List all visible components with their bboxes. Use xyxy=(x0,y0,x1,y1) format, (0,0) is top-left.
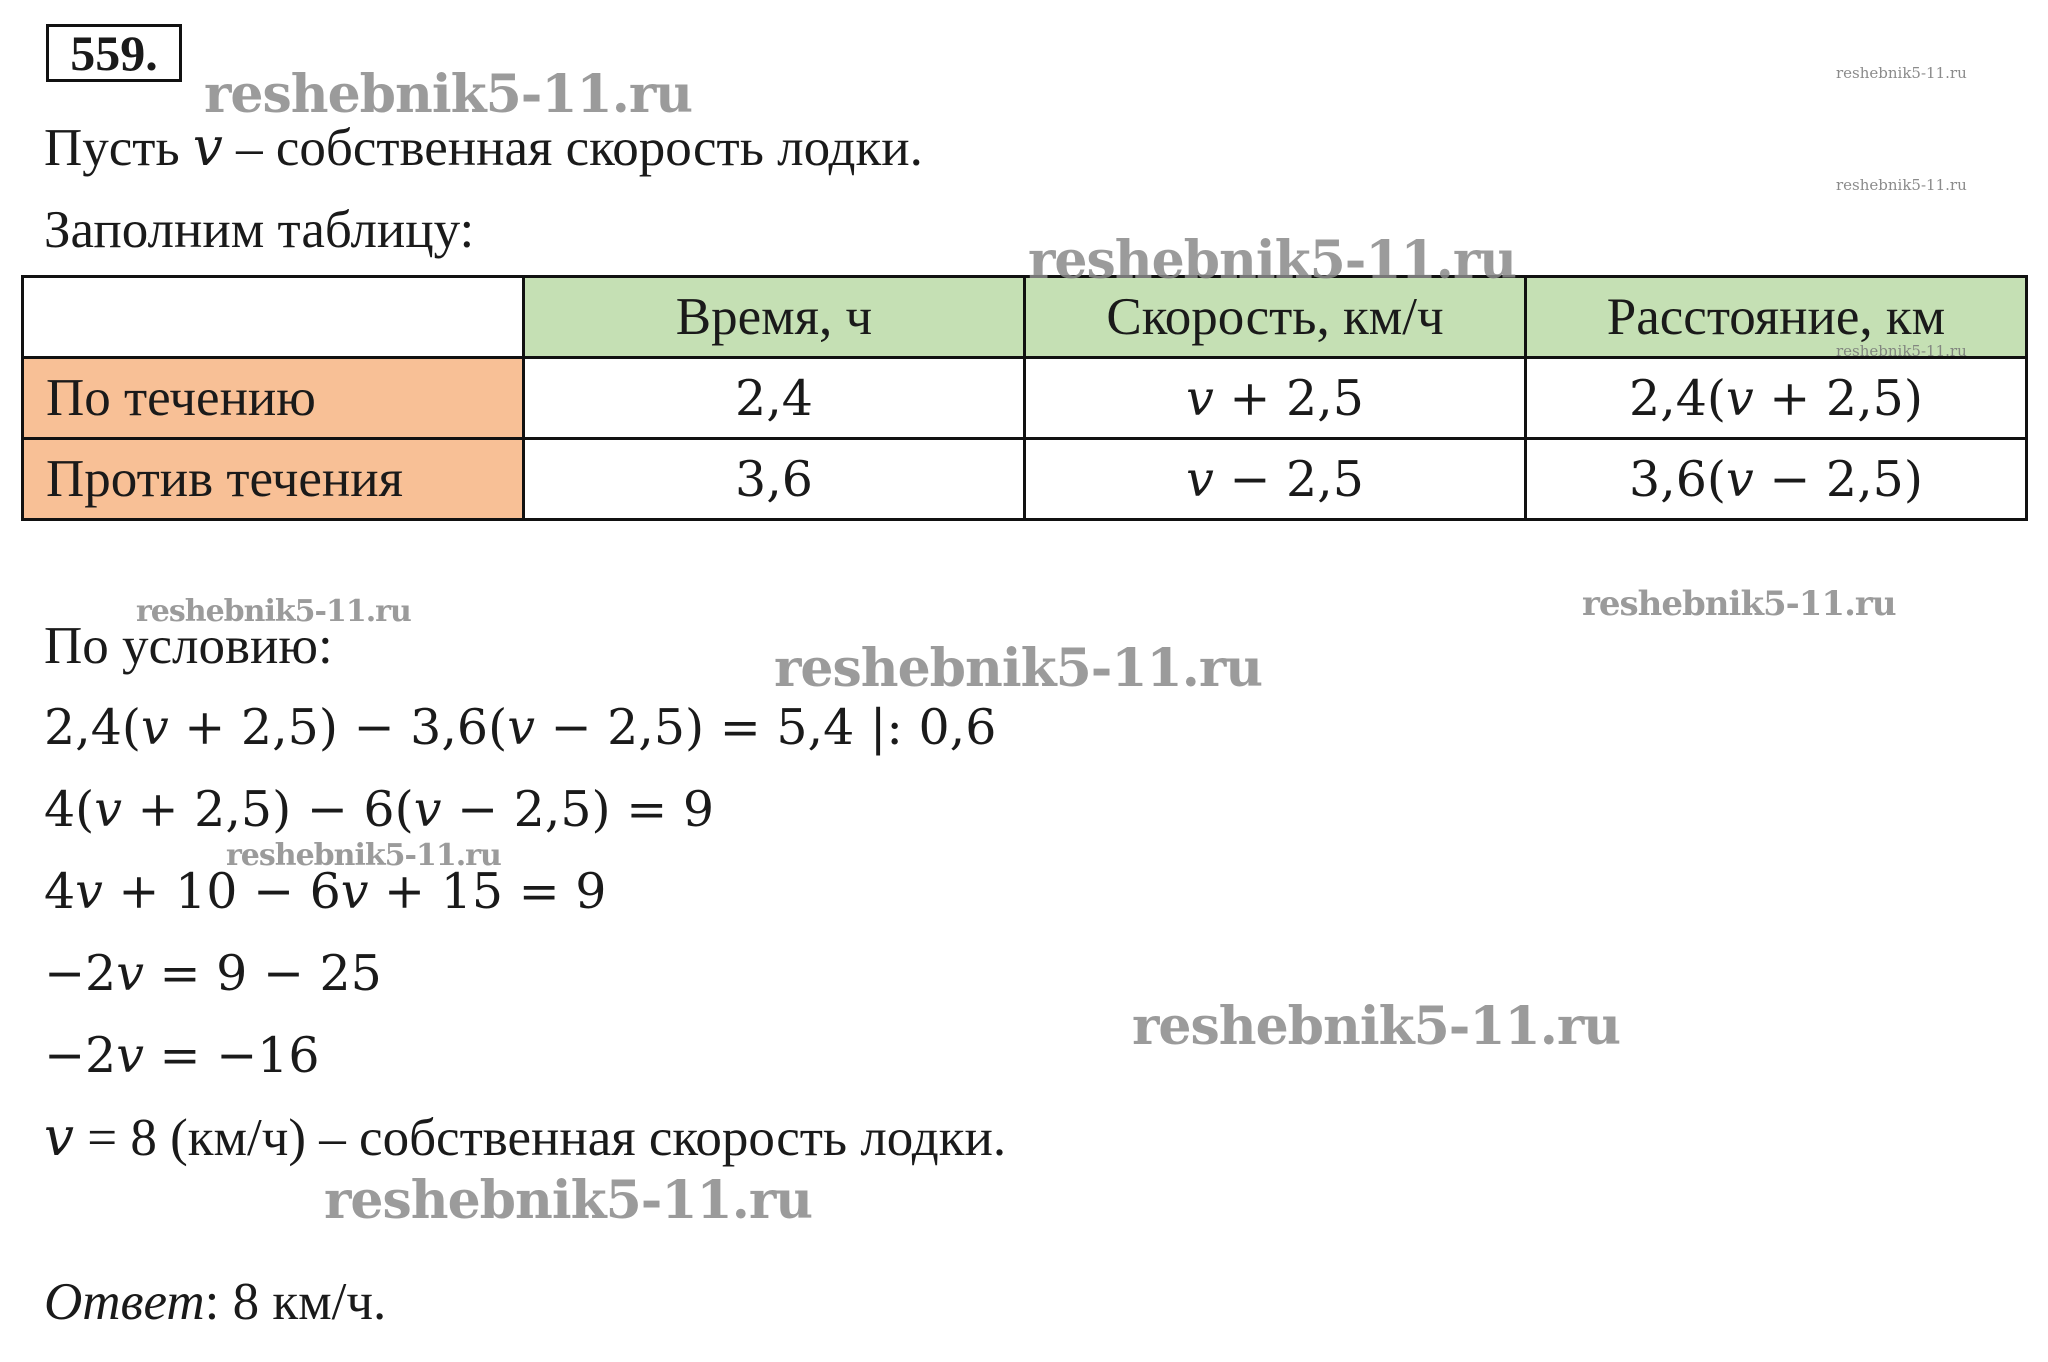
equation-line: −2𝑣 = −16 xyxy=(44,1027,320,1084)
watermark: reshebnik5-11.ru xyxy=(204,64,693,125)
table-header-distance: Расстояние, км xyxy=(1526,277,2027,358)
table-row xyxy=(23,439,2027,520)
answer-text: : 8 км/ч. xyxy=(204,1273,387,1331)
watermark: reshebnik5-11.ru xyxy=(136,594,411,629)
table-cell-speed: 𝑣 − 2,5 xyxy=(1025,439,1526,520)
table-cell-distance: 2,4(𝑣 + 2,5) xyxy=(1526,358,2027,439)
speed-table xyxy=(21,275,2028,521)
table-cell-distance: 3,6(𝑣 − 2,5) xyxy=(1526,439,2027,520)
watermark: reshebnik5-11.ru xyxy=(226,838,501,873)
watermark: reshebnik5-11.ru xyxy=(774,638,1263,699)
watermark: reshebnik5-11.ru xyxy=(1836,64,1967,82)
intro-line: Пусть 𝑣 – собственная скорость лодки. xyxy=(44,119,923,177)
table-cell-time: 3,6 xyxy=(524,439,1025,520)
row-label-upstream: Против течения xyxy=(23,439,524,520)
table-cell-time: 2,4 xyxy=(524,358,1025,439)
equation-line: 4𝑣 + 10 − 6𝑣 + 15 = 9 xyxy=(44,863,607,920)
watermark: reshebnik5-11.ru xyxy=(1836,342,1967,360)
table-row xyxy=(23,358,2027,439)
table-header-empty xyxy=(23,277,524,358)
watermark: reshebnik5-11.ru xyxy=(1582,584,1896,624)
equation-line: 2,4(𝑣 + 2,5) − 3,6(𝑣 − 2,5) = 5,4 |: 0,6 xyxy=(44,699,997,756)
watermark: reshebnik5-11.ru xyxy=(1836,176,1967,194)
answer-label: Ответ xyxy=(44,1273,205,1331)
table-header-time: Время, ч xyxy=(524,277,1025,358)
problem-number: 559. xyxy=(46,24,182,82)
table-cell-speed: 𝑣 + 2,5 xyxy=(1025,358,1526,439)
answer-line xyxy=(44,1272,386,1332)
table-header-row xyxy=(23,277,2027,358)
watermark: reshebnik5-11.ru xyxy=(324,1170,813,1231)
equation-line: −2𝑣 = 9 − 25 xyxy=(44,945,382,1002)
result-line: 𝑣 = 8 (км/ч) – собственная скорость лодки. xyxy=(44,1109,1007,1167)
table-header-speed: Скорость, км/ч xyxy=(1025,277,1526,358)
condition-label: По условию: xyxy=(44,617,333,675)
watermark: reshebnik5-11.ru xyxy=(1132,996,1621,1057)
table-intro: Заполним таблицу: xyxy=(44,201,475,259)
watermark: reshebnik5-11.ru xyxy=(1028,230,1517,291)
row-label-downstream: По течению xyxy=(23,358,524,439)
equation-line: 4(𝑣 + 2,5) − 6(𝑣 − 2,5) = 9 xyxy=(44,781,715,838)
